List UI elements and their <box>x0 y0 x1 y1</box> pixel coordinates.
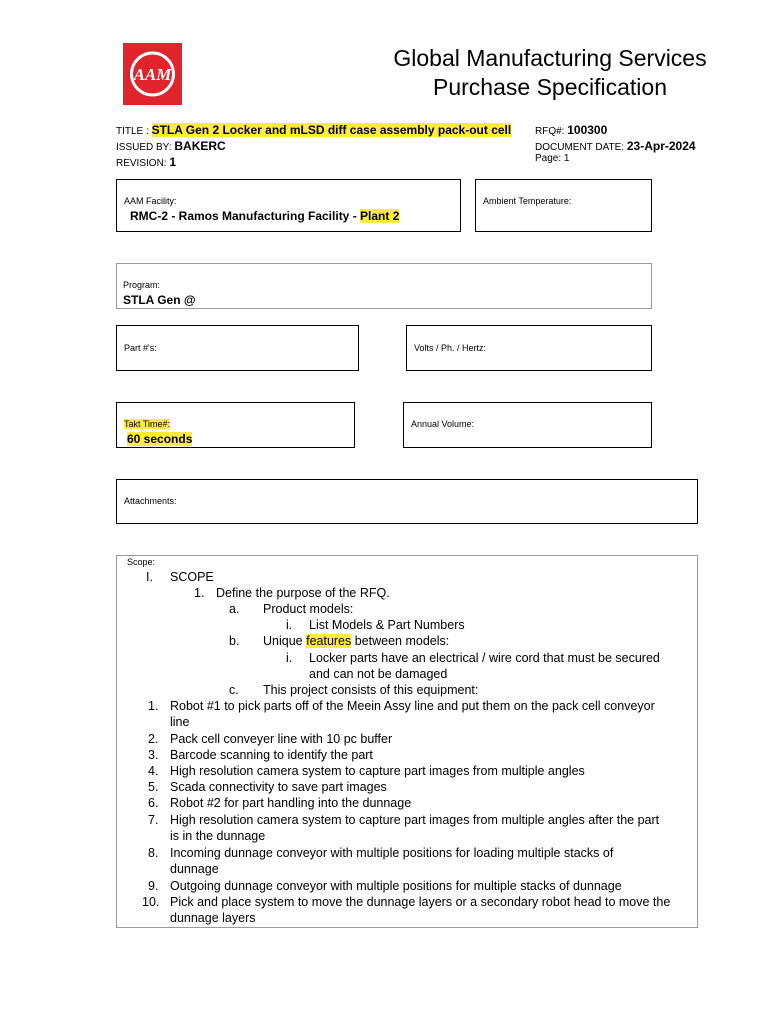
equipment-item-text: Outgoing dunnage conveyor with multiple positions for multiple stacks of dunnage <box>170 879 622 893</box>
facility-name: RMC-2 - Ramos Manufacturing Facility - <box>130 209 361 223</box>
logo-text: AAM <box>133 65 172 84</box>
date-label: DOCUMENT DATE: <box>535 142 627 153</box>
takt-label: Takt Time#: <box>124 419 171 429</box>
program-label: Program: <box>123 280 161 290</box>
facility-box <box>116 179 461 232</box>
equipment-item-text-cont: dunnage <box>170 862 219 876</box>
scope-box <box>116 555 698 928</box>
equipment-item-text-cont: dunnage layers <box>170 911 256 925</box>
part-numbers-box <box>116 325 359 371</box>
title-line-1: Global Manufacturing Services <box>393 45 707 71</box>
equipment-item-text-cont: line <box>170 715 190 729</box>
volume-label: Annual Volume: <box>411 419 475 429</box>
equipment-item-number: 7. <box>148 813 159 827</box>
page-number: Page: 1 <box>535 153 570 164</box>
scope-ai-marker: i. <box>286 618 293 632</box>
issued-label: ISSUED BY: <box>116 142 175 153</box>
scope-bi-marker: i. <box>286 651 293 665</box>
title-value: STLA Gen 2 Locker and mLSD diff case assembly pack-out cell <box>151 123 512 137</box>
facility-label: AAM Facility: <box>124 196 177 206</box>
scope-bi-text-2: and can not be damaged <box>309 667 448 681</box>
parts-label: Part #'s: <box>124 343 157 353</box>
attachments-box <box>116 479 698 524</box>
equipment-item-text: High resolution camera system to capture part images from multiple angles <box>170 764 585 778</box>
revision-value: 1 <box>169 155 177 169</box>
equipment-item-number: 1. <box>148 699 159 713</box>
scope-b-pre: Unique <box>263 634 307 648</box>
scope-step-marker: 1. <box>194 586 205 600</box>
equipment-item-text: Incoming dunnage conveyor with multiple positions for loading multiple stacks of <box>170 846 614 860</box>
title-line-2: Purchase Specification <box>433 74 667 100</box>
rfq-label: RFQ#: <box>535 126 568 137</box>
title-label: TITLE : <box>116 126 152 137</box>
equipment-item-number: 9. <box>148 879 159 893</box>
scope-step-text: Define the purpose of the RFQ. <box>216 586 390 600</box>
document-title <box>340 44 760 102</box>
takt-time-box <box>116 402 355 448</box>
equipment-item-number: 6. <box>148 796 159 810</box>
rfq-value: 100300 <box>567 123 608 137</box>
scope-c-marker: c. <box>229 683 239 697</box>
takt-value: 60 seconds <box>127 432 193 446</box>
equipment-item-number: 3. <box>148 748 159 762</box>
annual-volume-box <box>403 402 652 448</box>
date-value: 23-Apr-2024 <box>626 139 696 153</box>
equipment-item-text: High resolution camera system to capture part images from multiple angles after the part <box>170 813 660 827</box>
scope-heading: SCOPE <box>170 570 214 584</box>
facility-value <box>130 209 399 223</box>
scope-bi-text-1: Locker parts have an electrical / wire cord that must be secured <box>309 651 660 665</box>
volts-label: Volts / Ph. / Hertz: <box>414 343 487 353</box>
revision-row <box>116 153 176 171</box>
scope-b-post: between models: <box>351 634 450 648</box>
scope-b-marker: b. <box>229 634 240 648</box>
equipment-item-text: Scada connectivity to save part images <box>170 780 387 794</box>
aam-logo <box>123 43 182 105</box>
scope-a-text: Product models: <box>263 602 354 616</box>
equipment-item-number: 2. <box>148 732 159 746</box>
volts-box <box>406 325 652 371</box>
scope-roman-marker: I. <box>146 570 153 584</box>
ambient-label: Ambient Temperature: <box>483 196 572 206</box>
scope-ai-text: List Models & Part Numbers <box>309 618 465 632</box>
equipment-item-text: Barcode scanning to identify the part <box>170 748 373 762</box>
scope-b-text <box>263 633 449 649</box>
program-value: STLA Gen @ <box>123 293 196 307</box>
revision-label: REVISION: <box>116 158 170 169</box>
equipment-item-text: Pick and place system to move the dunnage layers or a secondary robot head to move the <box>170 895 671 909</box>
attachments-label: Attachments: <box>124 496 177 506</box>
equipment-item-number: 4. <box>148 764 159 778</box>
issued-value: BAKERC <box>174 139 226 153</box>
equipment-item-text: Robot #2 for part handling into the dunnage <box>170 796 412 810</box>
equipment-item-number: 8. <box>148 846 159 860</box>
ambient-temperature-box <box>475 179 652 232</box>
equipment-item-text-cont: is in the dunnage <box>170 829 266 843</box>
program-box <box>116 263 652 309</box>
equipment-item-text: Robot #1 to pick parts off of the Meein Assy line and put them on the pack cell conveyor <box>170 699 655 713</box>
scope-b-highlight: features <box>306 634 352 648</box>
equipment-item-text: Pack cell conveyer line with 10 pc buffer <box>170 732 393 746</box>
scope-c-text: This project consists of this equipment: <box>263 683 479 697</box>
scope-a-marker: a. <box>229 602 240 616</box>
facility-plant: Plant 2 <box>360 209 400 223</box>
equipment-item-number: 10. <box>142 895 160 909</box>
scope-label: Scope: <box>127 557 156 567</box>
equipment-item-number: 5. <box>148 780 159 794</box>
